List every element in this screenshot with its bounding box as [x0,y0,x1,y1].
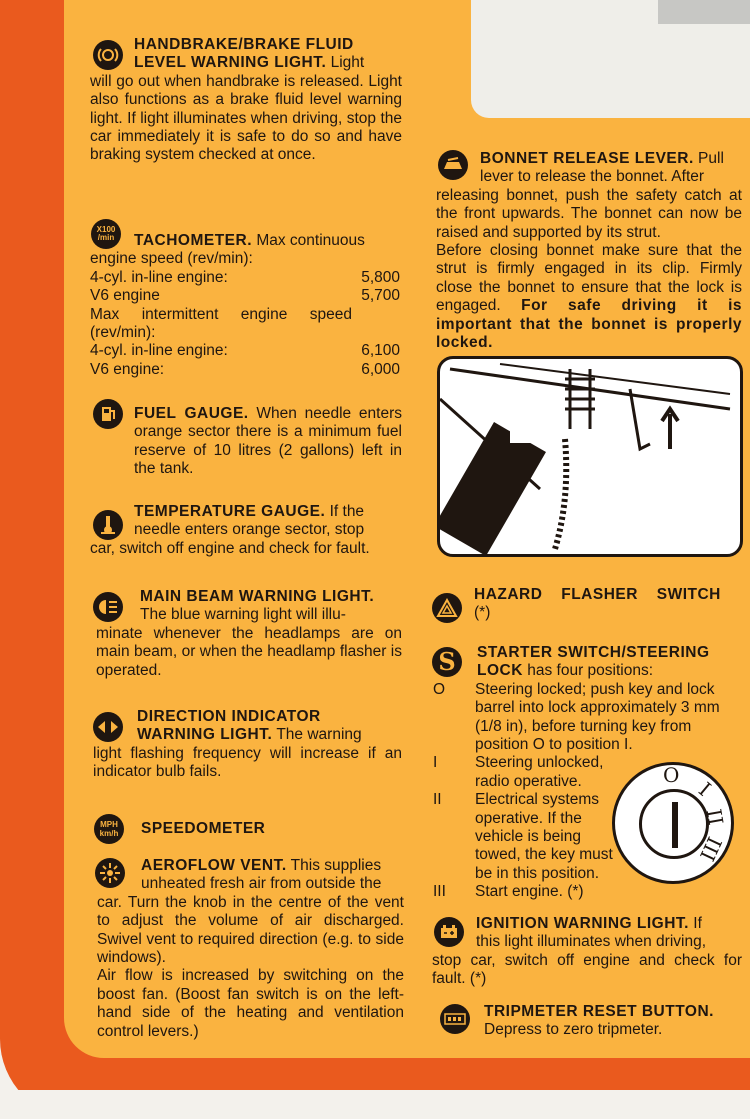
tachometer-text-rest: Max continuous [252,232,365,249]
tach-label: V6 engine [90,287,160,305]
main-beam-line2: The blue warning light will illu- [140,606,346,624]
dial-label-i: I [694,777,716,801]
speedometer-section [97,820,397,838]
main-beam-body: minate whenever the headlamps are on main beam, or when the headlamp flasher is operated. [96,624,402,679]
position-text: Start engine. (*) [475,883,584,901]
fuel-body: When needle enters orange sector there is a minimum fuel reserve of 10 litres (2 gallons) left in the tank. [134,405,402,478]
tripmeter-body: Depress to zero tripmeter. [484,1021,663,1039]
aeroflow-body: car. Turn the knob in the centre of the vent to adjust the volume of air discharged. Swivel vent to required direction (e.g. to side windows). [97,893,404,967]
tripmeter-title: TRIPMETER RESET BUTTON. [484,1003,714,1020]
tach-value: 6,000 [361,360,400,378]
temperature-text-rest: If the [325,503,365,520]
tachometer-title: TACHOMETER. [134,232,253,249]
ignition-title: IGNITION WARNING LIGHT. [476,915,689,932]
indicator-text-rest: The warning [272,726,362,744]
aeroflow-title: AEROFLOW VENT. [141,857,287,874]
hazard-section [430,586,740,623]
temperature-title: TEMPERATURE GAUGE. [134,503,326,520]
tach-label: 4-cyl. in-line engine: [90,342,228,360]
starter-text-rest: has four positions: [522,662,654,680]
position-number: I [433,754,438,772]
indicator-title-2: WARNING LIGHT. [137,726,273,744]
bonnet-section [436,150,742,352]
position-number: III [433,883,446,901]
tach-value: 5,700 [361,287,400,305]
tach-label: V6 engine: [90,360,165,378]
steering-lock-dial [612,762,734,884]
bonnet-body-2: Before closing bonnet make sure that the strut is firmly engaged in its clip. Firmly close the bonnet to ensure that the lock is engaged. [436,242,742,315]
tripmeter-section [484,1003,746,1040]
ignition-line2: this light illuminates when driving, [476,933,707,951]
tach-row [90,287,400,305]
tachometer-body: engine speed (rev/min): [90,250,253,268]
dial-label-ii: II [701,807,729,827]
dial-barrel [639,789,709,859]
speedometer-icon-bottom: km/h [99,829,119,838]
tach-label: 4-cyl. in-line engine: [90,268,228,286]
hazard-note: (*) [474,604,491,622]
indicator-title: DIRECTION INDICATOR [137,708,321,725]
key-slot [672,802,678,848]
handbrake-text-rest: Light [326,54,365,72]
aeroflow-body-2: Air flow is increased by switching on the boost fan. (Boost fan switch is on the left-hand side of the heating and ventilation control levers.) [97,967,404,1040]
position-text: Steering unlocked, radio operative. [475,754,604,790]
bonnet-line2: lever to release the bonnet. After [480,168,705,186]
dial-label-iii: III [694,833,727,865]
speedometer-title: SPEEDOMETER [141,820,266,837]
ignition-text-rest: If [689,915,702,932]
main-beam-title: MAIN BEAM WARNING LIGHT. [140,588,375,605]
hazard-title: HAZARD FLASHER SWITCH [474,586,721,603]
bonnet-warning: For safe driving it is important that the bonnet is properly locked. [436,297,742,352]
starter-title-2: LOCK [477,662,523,680]
starter-s-icon: S [432,647,462,677]
tripmeter-icon [440,1004,470,1034]
temperature-body: car, switch off engine and check for fault. [90,539,370,557]
position-row [433,681,740,755]
tachometer-section [90,232,400,379]
position-number: II [433,791,442,809]
handbrake-title-2: LEVEL WARNING LIGHT. [134,54,327,72]
temperature-section [90,503,402,558]
bonnet-title: BONNET RELEASE LEVER. [480,150,694,167]
bonnet-body: releasing bonnet, push the safety catch at the front upwards. The bonnet can now be raised and supported by its strut. [436,186,742,241]
ignition-body: stop car, switch off engine and check for fault. (*) [432,951,742,988]
top-right-blank [471,0,750,118]
tach-value: 5,800 [361,268,400,286]
main-beam-section [96,588,402,680]
indicator-section [93,708,402,782]
handbrake-section [90,36,402,165]
handbrake-title: HANDBRAKE/BRAKE FLUID [134,36,354,53]
handbrake-body: will go out when handbrake is released. Light also functions as a brake fluid level warning light. If light illuminates when driving, stop the car immediately it is safe to do so and have braking system checked at once. [90,72,402,164]
bonnet-illustration [437,356,743,557]
aeroflow-section [97,857,404,1041]
aeroflow-text-rest: This supplies [286,857,382,874]
ignition-section [432,915,742,989]
starter-title: STARTER SWITCH/STEERING [477,644,710,661]
fuel-section [90,405,402,479]
tach-row [90,269,400,287]
dial-label-o: O [663,763,680,787]
position-text: Electrical systems operative. If the vehicle is being towed, the key must be in this position. [475,791,613,882]
tachometer-icon-bottom: /min [97,233,115,242]
tach-max-label: Max intermittent engine speed (rev/min): [90,305,352,342]
bonnet-text-rest: Pull [693,150,724,167]
tachometer-icon-top: X100 [96,225,116,234]
position-text: Steering locked; push key and lock barrel into lock approximately 3 mm (1/8 in), before turning key from position O to position I. [475,680,720,754]
aeroflow-line2: unheated fresh air from outside the [141,875,382,893]
tach-row [90,361,400,379]
indicator-body: light flashing frequency will increase if an indicator bulb fails. [93,744,402,781]
temperature-line2: needle enters orange sector, stop [134,521,365,539]
page-margin [0,1090,750,1119]
position-number: O [433,680,446,698]
fuel-title: FUEL GAUGE. [134,405,249,422]
position-row [433,883,740,901]
tach-value: 6,100 [361,342,400,360]
speedometer-icon-top: MPH [100,820,118,829]
tach-row [90,342,400,360]
